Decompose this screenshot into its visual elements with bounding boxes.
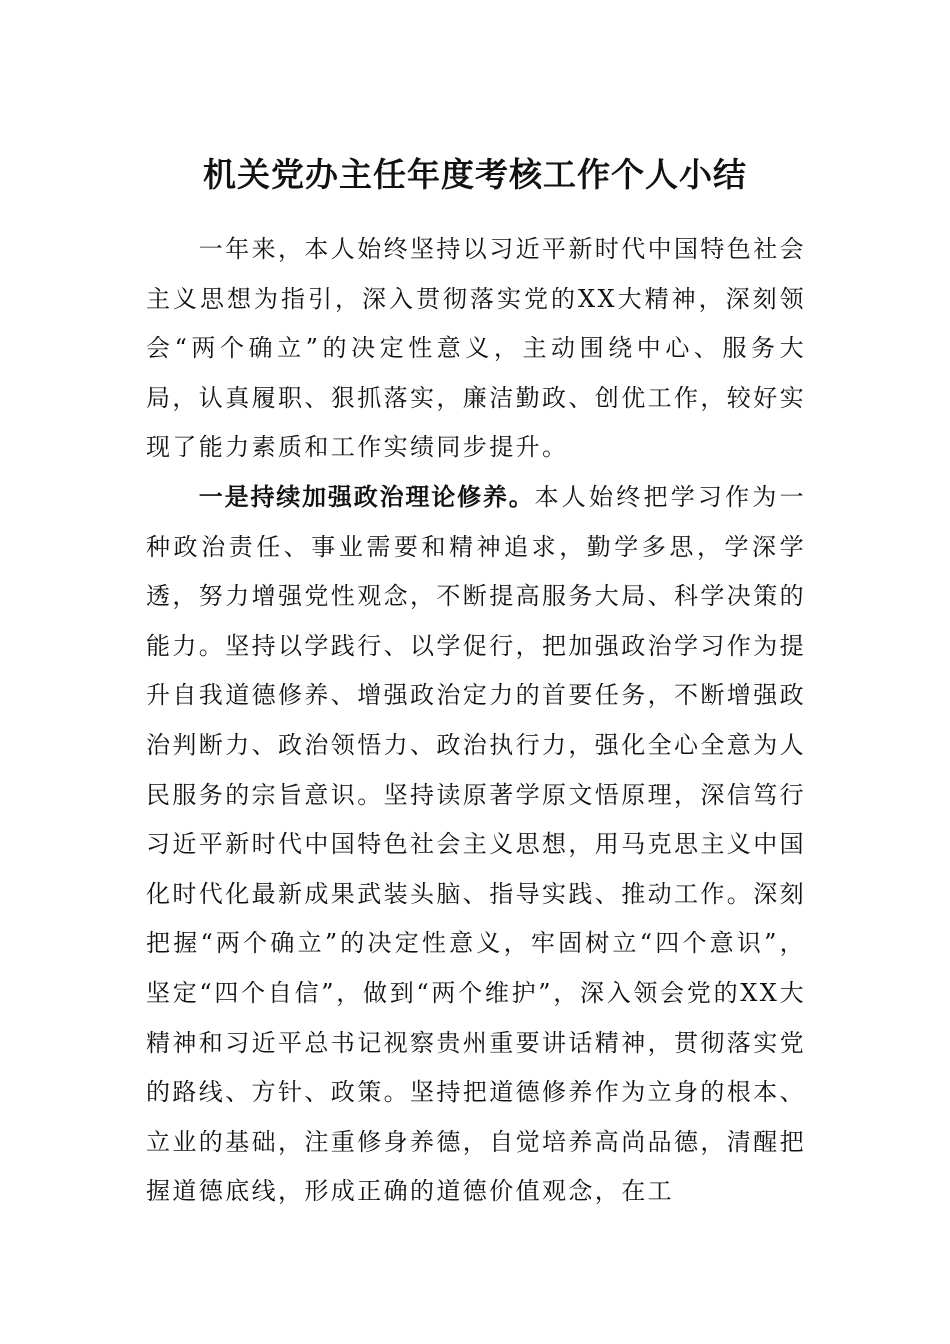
paragraph-section-one	[146, 473, 806, 1217]
document-title: 机关党办主任年度考核工作个人小结	[203, 155, 747, 195]
document-body	[146, 225, 806, 1217]
paragraph-intro-text: 一年来，本人始终坚持以习近平新时代中国特色社会主义思想为指引，深入贯彻落实党的XX大精神，深刻领会“两个确立”的决定性意义，主动围绕中心、服务大局，认真履职、狠抓落实，廉洁勤政、创优工作，较好实现了能力素质和工作实绩同步提升。	[146, 235, 806, 462]
paragraph-intro	[146, 225, 806, 473]
section-one-heading: 一是持续加强政治理论修养。	[198, 482, 535, 511]
section-one-text: 本人始终把学习作为一种政治责任、事业需要和精神追求，勤学多思，学深学透，努力增强党性观念，不断提高服务大局、科学决策的能力。坚持以学践行、以学促行，把加强政治学习作为提升自我道德修养、增强政治定力的首要任务，不断增强政治判断力、政治领悟力、政治执行力，强化全心全意为人民服务的宗旨意识。坚持读原著学原文悟原理，深信笃行习近平新时代中国特色社会主义思想，用马克思主义中国化时代化最新成果武装头脑、指导实践、推动工作。深刻把握“两个确立”的决定性意义，牢固树立“四个意识”，坚定“四个自信”，做到“两个维护”，深入领会党的XX大精神和习近平总书记视察贵州重要讲话精神，贯彻落实党的路线、方针、政策。坚持把道德修养作为立身的根本、立业的基础，注重修身养德，自觉培养高尚品德，清醒把握道德底线，形成正确的道德价值观念，在工	[146, 482, 807, 1206]
